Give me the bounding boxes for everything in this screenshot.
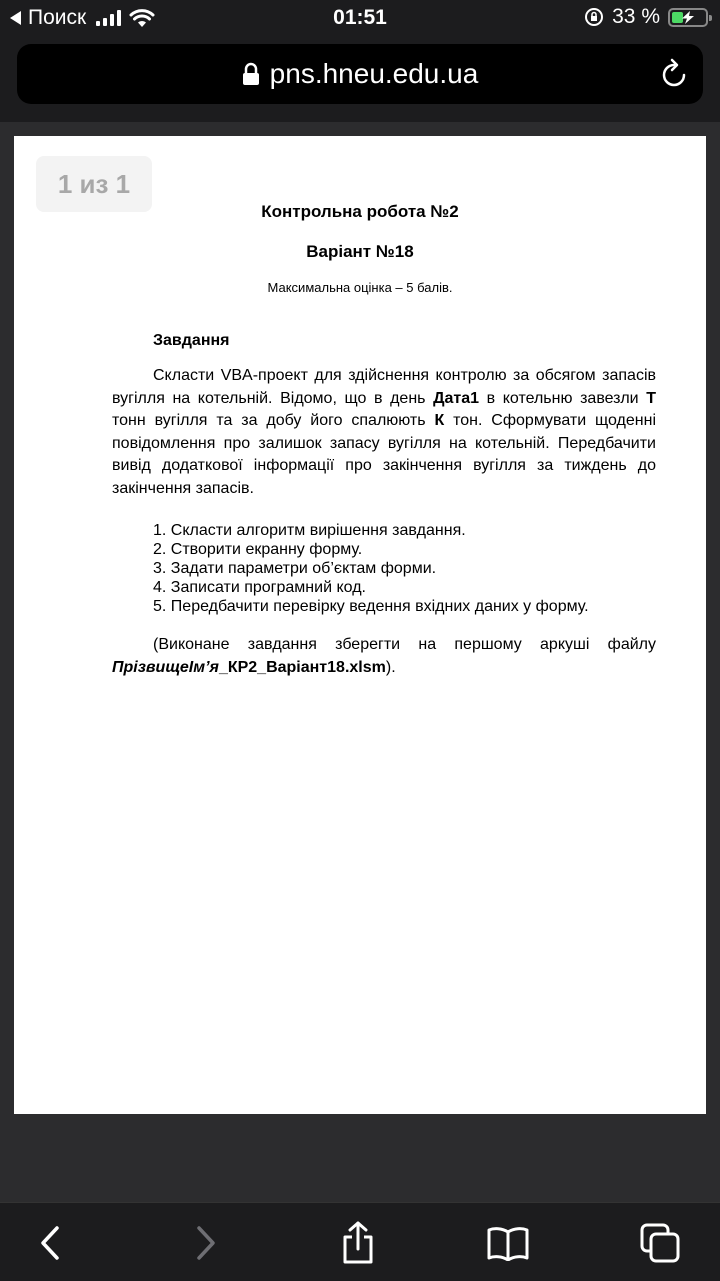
var-k: К	[434, 412, 445, 429]
charging-bolt-icon	[670, 10, 706, 25]
wifi-icon	[129, 9, 155, 28]
document-title: Контрольна робота №2	[261, 202, 459, 221]
reload-icon[interactable]	[659, 58, 689, 90]
status-bar	[0, 0, 720, 38]
task-heading: Завдання	[153, 332, 230, 349]
forward-icon	[194, 1225, 218, 1261]
save-note: (Виконане завдання зберегти на першому аркуші файлу ПрізвищеІм’я_КР2_Варіант18.xlsm).	[112, 636, 656, 676]
bookmarks-button[interactable]	[486, 1221, 530, 1265]
var-date1: Дата1	[433, 389, 480, 407]
var-t: Т	[646, 389, 656, 407]
filename-rest: _КР2_Варіант18.xlsm	[218, 659, 386, 676]
url-text[interactable]: pns.hneu.edu.ua	[269, 58, 479, 89]
page-counter: 1 из 1	[36, 156, 152, 212]
bookmarks-icon	[486, 1225, 530, 1261]
tabs-button[interactable]	[638, 1221, 682, 1265]
document-variant: Варіант №18	[306, 242, 414, 261]
list-item: 5. Передбачити перевірку ведення вхідних даних у форму.	[153, 598, 589, 615]
list-item: 4. Записати програмний код.	[153, 579, 366, 596]
orientation-lock-icon	[584, 7, 604, 27]
max-score: Максимальна оцінка – 5 балів.	[267, 280, 453, 295]
task-description: Скласти VBA-проект для здійснення контролю за обсягом запасів вугілля на котельній. Відомо, що в день Дата1 в котельню завезли Т тонн вугілля та за добу його спалюють К тон. Сформувати щоденні повідомлення про залишок запасу вугілля на котельній. Передбачити вивід додаткової інформації про закінчення вугілля за тиждень до закінчення запасів.	[112, 367, 657, 497]
filename-italic: ПрізвищеІм’я	[112, 659, 219, 676]
address-bar[interactable]	[17, 44, 703, 104]
share-button[interactable]	[336, 1221, 380, 1265]
steps-list	[153, 521, 589, 616]
clock: 01:51	[333, 6, 387, 29]
back-button[interactable]	[28, 1221, 72, 1265]
back-app-label: Поиск	[28, 6, 87, 29]
list-item: 3. Задати параметри об’єктам форми.	[153, 560, 437, 577]
back-arrow-icon	[10, 11, 21, 25]
signal-icon	[96, 10, 121, 26]
lock-icon	[242, 62, 260, 86]
pdf-viewer[interactable]	[0, 122, 720, 1202]
tabs-icon	[639, 1222, 681, 1264]
share-icon	[340, 1221, 376, 1265]
back-icon	[38, 1225, 62, 1261]
battery-percent: 33 %	[612, 5, 660, 28]
bottom-toolbar	[0, 1202, 720, 1281]
list-item: 2. Створити екранну форму.	[153, 541, 363, 558]
list-item: 1. Скласти алгоритм вирішення завдання.	[153, 522, 466, 539]
battery-icon	[668, 8, 708, 27]
forward-button[interactable]	[184, 1221, 228, 1265]
back-to-app[interactable]	[10, 6, 155, 30]
pdf-page	[14, 136, 706, 1114]
